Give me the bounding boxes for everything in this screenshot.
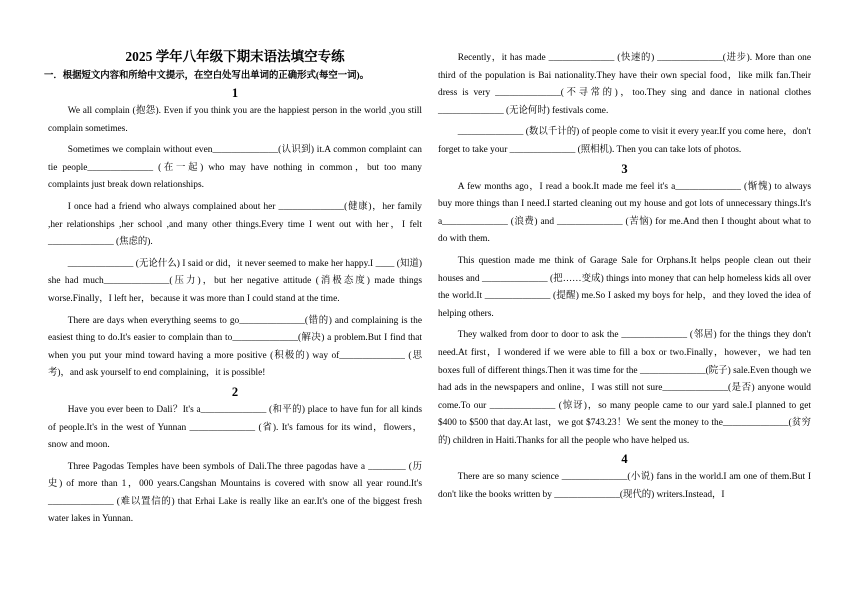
section-number-2: 2	[231, 384, 239, 399]
paragraph: There are so many science ______________(小说) fans in the world.I am one of them.But I don't like the books written by ______________(现代的) writers.Instead，I	[438, 472, 811, 501]
left-column	[44, 48, 422, 529]
paragraph: There are days when everything seems to go______________(错的) and complaining is the easiest thing to do.It's easier to complain than to______________(解决) a problem.But I find that when you put your mind toward having a more positive (积极的) way of______________ (思考)，and ask yourself to end complaining，it is possible!	[48, 315, 422, 379]
section-number-3: 3	[621, 161, 628, 176]
paragraph: This question made me think of Garage Sale for Orphans.It helps people clean out their houses and ______________ (把……变成) things into money that can help homeless kids all over the world.It ______________ (提醒) me.So I asked my boys for help，and they loved the idea of helping others.	[438, 255, 811, 319]
paragraph: ______________ (数以千计的) of people come to visit it every year.If you come here，don't forget to take your ______________ (照相机). Then you can take lots of photos.	[438, 127, 811, 155]
paragraph: Sometimes we complain without even______________(认识到) it.A common complaint can tie people______________ (在一起) who may have nothing in common，but too many complaints just break down relationships.	[48, 145, 422, 191]
instruction: 一．根据短文内容和所给中文提示，在空白处写出单词的正确形式(每空一词)。	[44, 71, 369, 81]
paragraph: ______________ (无论什么) I said or did，it never seemed to make her happy.I ____ (知道) she had much______________(压力)，but her negative attitude (消极态度) made things worse.Finally，I left her，because it was more than I could stand at the time.	[48, 258, 422, 304]
section-number-1: 1	[231, 86, 239, 100]
paragraph: I once had a friend who always complained about her ______________(健康)，her family ,her relationships ,her school ,and many other things.Every time I went out with her，I felt ______________ (焦虑的).	[48, 201, 422, 248]
paragraph: We all complain (抱怨). Even if you think you are the happiest person in the world ,you still complain sometimes.	[48, 106, 422, 134]
right-column	[438, 50, 811, 505]
paragraph: Have you ever been to Dali？It's a______________ (和平的) place to have fun for all kinds of people.It's in the west of Yunnan ______________ (省). It's famous for its wind，flowers，snow and moon.	[48, 404, 422, 451]
section-number-4: 4	[621, 452, 628, 467]
paragraph: Recently，it has made ______________ (快速的) ______________(进步). More than one third of the population is Bai nationality.They have their own special food，like milk fan.Their dress is very ______________(不寻常的)，too.They sing and dance in national clothes ______________ (无论何时) festivals come.	[438, 53, 811, 116]
paragraph: A few months ago，I read a book.It made me feel it's a______________ (惭愧) to always buy more things than I need.I started cleaning out my house and got lots of unnecessary things.It's a______________ (浪费) and ______________ (苦恼) for me.And then I thought about what to do with them.	[438, 181, 811, 245]
paragraph: They walked from door to door to ask the ______________ (邻居) for the things they don't need.At first，I wondered if we were able to fill a box or two.Finally，however，we had ten boxes full of different things.Then it was time for the ______________(院子) sale.Even though we had ads in the newspapers and online，I was still not sure______________(是否) anyone would come.To our ______________ (惊讶)，so many people came to our yard sale.I planned to get $400 to $500 that day.At last，we got $743.23！We sent the money to the______________(贫穷的) children in Haiti.Thanks for all the people who have helped us.	[438, 330, 811, 446]
paragraph: Three Pagodas Temples have been symbols of Dali.The three pagodas have a ________ (历史) of more than 1，000 years.Cangshan Mountains is covered with snow all year round.It's ______________ (难以置信的) that Erhai Lake is really like an ear.It's one of the biggest fresh water lakes in Yunnan.	[48, 461, 422, 525]
page-title: 2025 学年八年级下期末语法填空专练	[125, 49, 345, 64]
